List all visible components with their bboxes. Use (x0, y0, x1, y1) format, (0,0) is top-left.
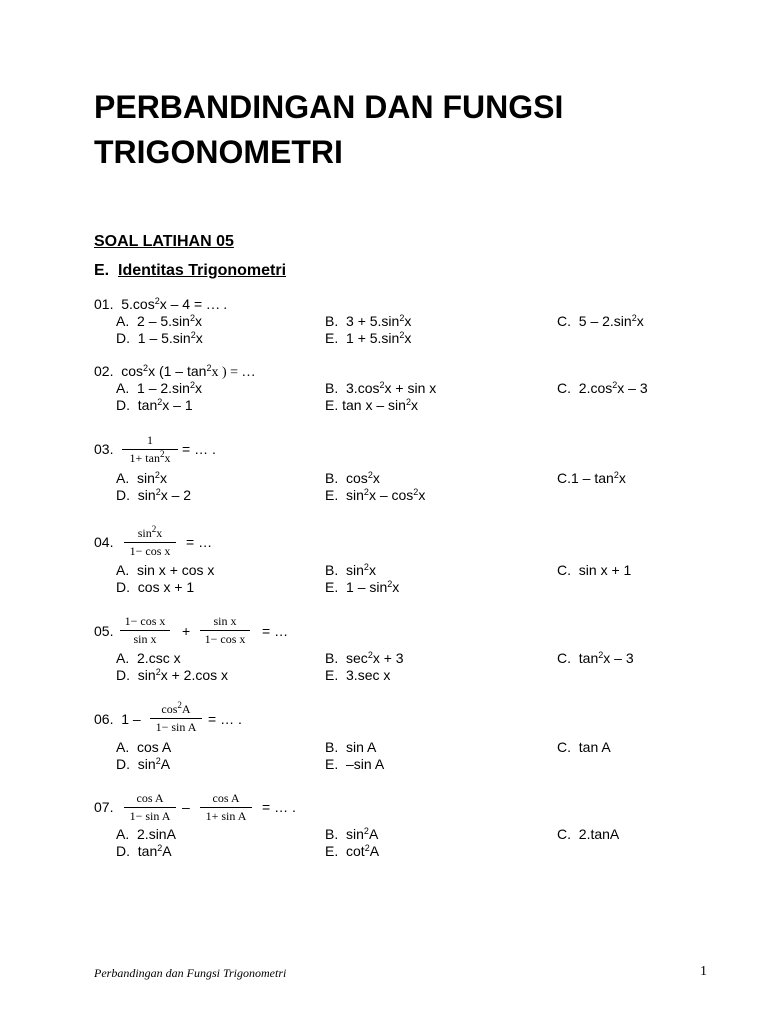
option-01-a: A. $2 - 5.\sin^2x$ (116, 313, 202, 329)
option-03-c: $C.1 - \tan^2x$ (557, 470, 626, 486)
option-04-e: E. $1 - \sin^2x$ (325, 579, 400, 595)
option-05-c: C. $\tan^2x - 3$ (557, 650, 634, 666)
question-03-number: 03. (94, 441, 114, 457)
option-06-b: B. sin A (325, 739, 377, 755)
exercise-heading: SOAL LATIHAN 05 (94, 233, 234, 250)
option-07-e: E. $\cot^2A$ (325, 843, 380, 859)
question-04-number: 04. (94, 534, 114, 550)
option-01-c: C. $5 - 2.\sin^2x$ (557, 313, 644, 329)
option-03-d: D. $\sin^2x - 2$ (116, 487, 192, 503)
section-letter: E. (94, 262, 110, 279)
question-04-equals: = … (186, 534, 213, 550)
question-06-number: 06. 1 – (94, 711, 141, 727)
option-05-b: B. $\sec^2x + 3$ (325, 650, 404, 666)
question-07-fraction-1: cos A 1− sin A (124, 791, 176, 823)
option-07-d: D. $\tan^2A$ (116, 843, 172, 859)
option-04-b: B. $\sin^2x$ (325, 562, 376, 578)
question-05-plus: + (182, 623, 191, 639)
question-05-fraction-2: sin x 1− cos x (200, 614, 250, 646)
option-03-a: A. $\sin^2x$ (116, 470, 167, 486)
option-02-a: A. $1 - 2.\sin^2x$ (116, 380, 202, 396)
question-05-fraction-1: 1− cos x sin x (120, 614, 170, 646)
question-07-number: 07. (94, 799, 114, 815)
option-03-e: E. $\sin^2x - \cos^2x$ (325, 487, 426, 503)
option-07-a: A. 2.sinA (116, 826, 176, 842)
question-02: 02. $\cos^2x$ ($1 - \tan^2x$ ) = … (94, 363, 256, 380)
option-07-c: C. 2.tanA (557, 826, 620, 842)
option-07-b: B. $\sin^2A$ (325, 826, 379, 842)
page-number: 1 (700, 964, 707, 979)
footer-title: Perbandingan dan Fungsi Trigonometri (94, 966, 287, 980)
question-number: 01. (94, 296, 114, 312)
question-07-fraction-2: cos A 1+ sin A (200, 791, 252, 823)
option-02-b: B. $3.\cos^2x + \sin x$ (325, 380, 437, 396)
option-01-e: E. $1 + 5.\sin^2x$ (325, 330, 412, 346)
option-04-a: A. sin x + cos x (116, 562, 215, 578)
option-01-b: B. $3 + 5.\sin^2x$ (325, 313, 412, 329)
option-02-e: E. tan x – $\sin^2x$ (325, 397, 418, 413)
option-04-d: D. cos x + 1 (116, 579, 195, 595)
document-title-line-2: TRIGONOMETRI (94, 134, 343, 170)
option-01-d: D. $1 - 5.\sin^2x$ (116, 330, 203, 346)
question-07-minus: – (182, 799, 190, 815)
option-05-a: A. 2.csc x (116, 650, 181, 666)
question-03-equals: = … . (182, 441, 216, 457)
option-04-c: C. sin x + 1 (557, 562, 632, 578)
option-06-a: A. cos A (116, 739, 172, 755)
question-06-equals: = … . (208, 711, 242, 727)
option-02-c: C. $2.\cos^2x - 3$ (557, 380, 648, 396)
document-title-line-1: PERBANDINGAN DAN FUNGSI (94, 89, 564, 125)
option-05-e: E. 3.sec x (325, 667, 391, 683)
question-05-number: 05. (94, 623, 114, 639)
option-02-d: D. $\tan^2x - 1$ (116, 397, 193, 413)
option-03-b: B. $\cos^2x$ (325, 470, 380, 486)
question-07-equals: = … . (262, 799, 296, 815)
option-06-d: D. $\sin^2A$ (116, 756, 171, 772)
section-heading (94, 262, 286, 280)
section-title: Identitas Trigonometri (118, 262, 287, 279)
question-01: 01. $5.\cos^2x - 4$ = … . (94, 296, 228, 313)
question-03-fraction: 1 $1+ \tan^2x$ (122, 433, 178, 465)
question-04-fraction: $\sin^2x$ 1− cos x (124, 526, 176, 558)
option-06-e: E. –sin A (325, 756, 385, 772)
question-number: 02. (94, 363, 114, 379)
option-06-c: C. tan A (557, 739, 611, 755)
option-05-d: D. $\sin^2x + 2.\cos$ x (116, 667, 229, 683)
question-06-fraction: $\cos^2A$ 1− sin A (150, 702, 202, 734)
question-05-equals: = … (262, 623, 289, 639)
question-text: 5.cos (121, 296, 155, 312)
